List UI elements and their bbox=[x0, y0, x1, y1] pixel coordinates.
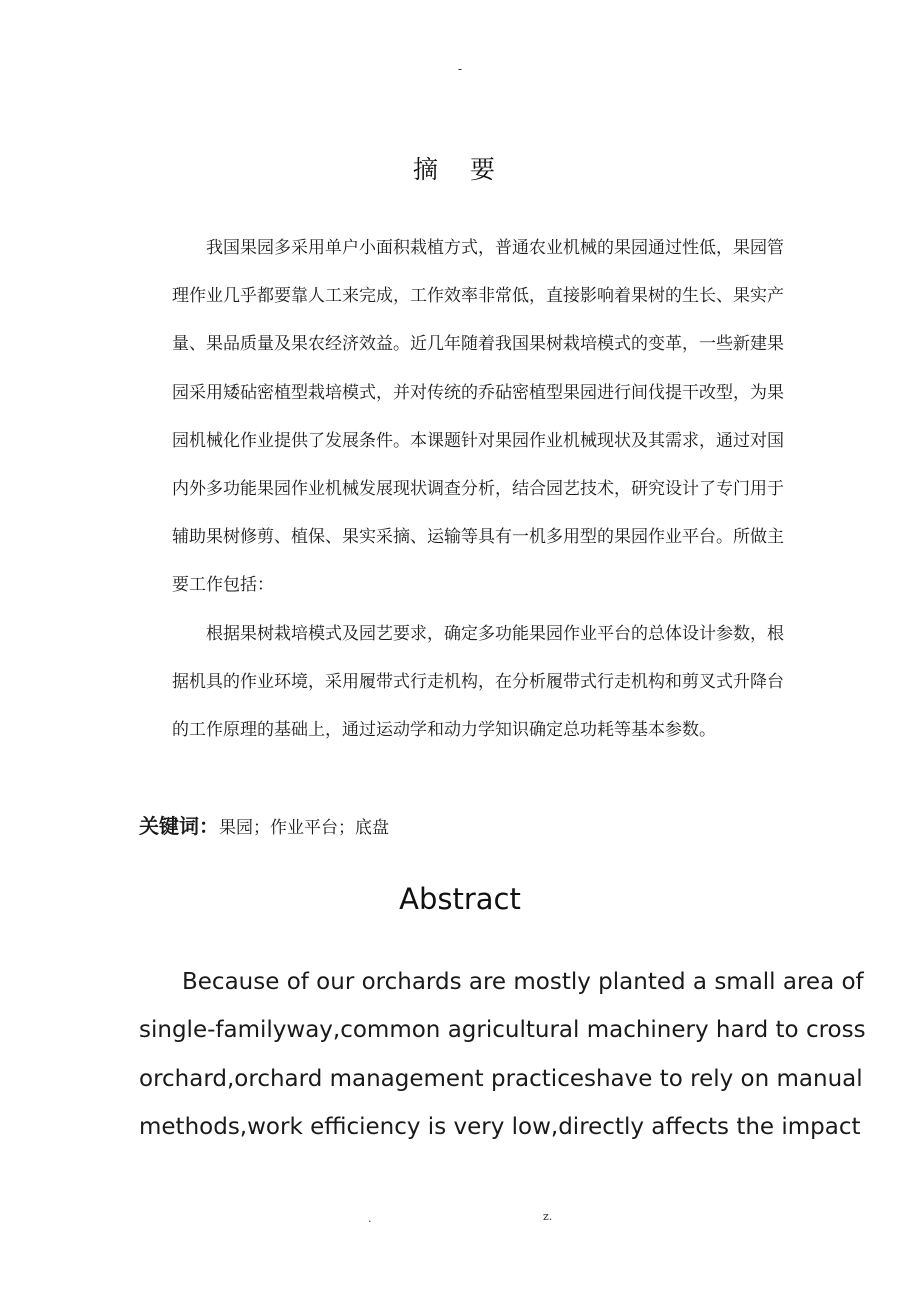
footer-right-mark: z. bbox=[543, 1210, 553, 1223]
abstract-en-line: orchard,orchard management practiceshave to rely on manual bbox=[139, 1065, 863, 1092]
abstract-en-line: Because of our orchards are mostly planted a small area of bbox=[182, 969, 864, 995]
footer-left-mark: . bbox=[368, 1212, 372, 1225]
keywords-line bbox=[139, 810, 389, 844]
abstract-cn-paragraph: 我国果园多采用单户小面积栽植方式，普通农业机械的果园通过性低，果园管理作业几乎都要靠人工来完成，工作效率非常低，直接影响着果树的生长、果实产量、果品质量及果农经济效益。近几年随着我国果树栽培模式的变革，一些新建果园采用矮砧密植型栽培模式，并对传统的乔砧密植型果园进行间伐提干改型，为果园机械化作业提供了发展条件。本课题针对果园作业机械现状及其需求，通过对国内外多功能果园作业机械发展现状调查分析，结合园艺技术，研究设计了专门用于辅助果树修剪、植保、果实采摘、运输等具有一机多用型的果园作业平台。所做主要工作包括： bbox=[172, 238, 784, 596]
abstract-cn-body bbox=[172, 224, 784, 754]
abstract-en-title: Abstract bbox=[399, 882, 521, 916]
abstract-en-body bbox=[139, 958, 866, 1152]
keywords-value: 果园；作业平台；底盘 bbox=[219, 818, 389, 838]
header-mark: - bbox=[457, 62, 463, 76]
abstract-en-line: single-familyway,common agricultural machinery hard to cross bbox=[139, 1017, 866, 1044]
abstract-cn-title: 摘 要 bbox=[413, 155, 507, 184]
abstract-cn-paragraph: 根据果树栽培模式及园艺要求，确定多功能果园作业平台的总体设计参数，根据机具的作业环境，采用履带式行走机构，在分析履带式行走机构和剪叉式升降台的工作原理的基础上，通过运动学和动力学知识确定总功耗等基本参数。 bbox=[172, 623, 784, 741]
abstract-en-line: methods,work efficiency is very low,directly affects the impact bbox=[139, 1114, 861, 1141]
keywords-label: 关键词： bbox=[139, 814, 219, 838]
